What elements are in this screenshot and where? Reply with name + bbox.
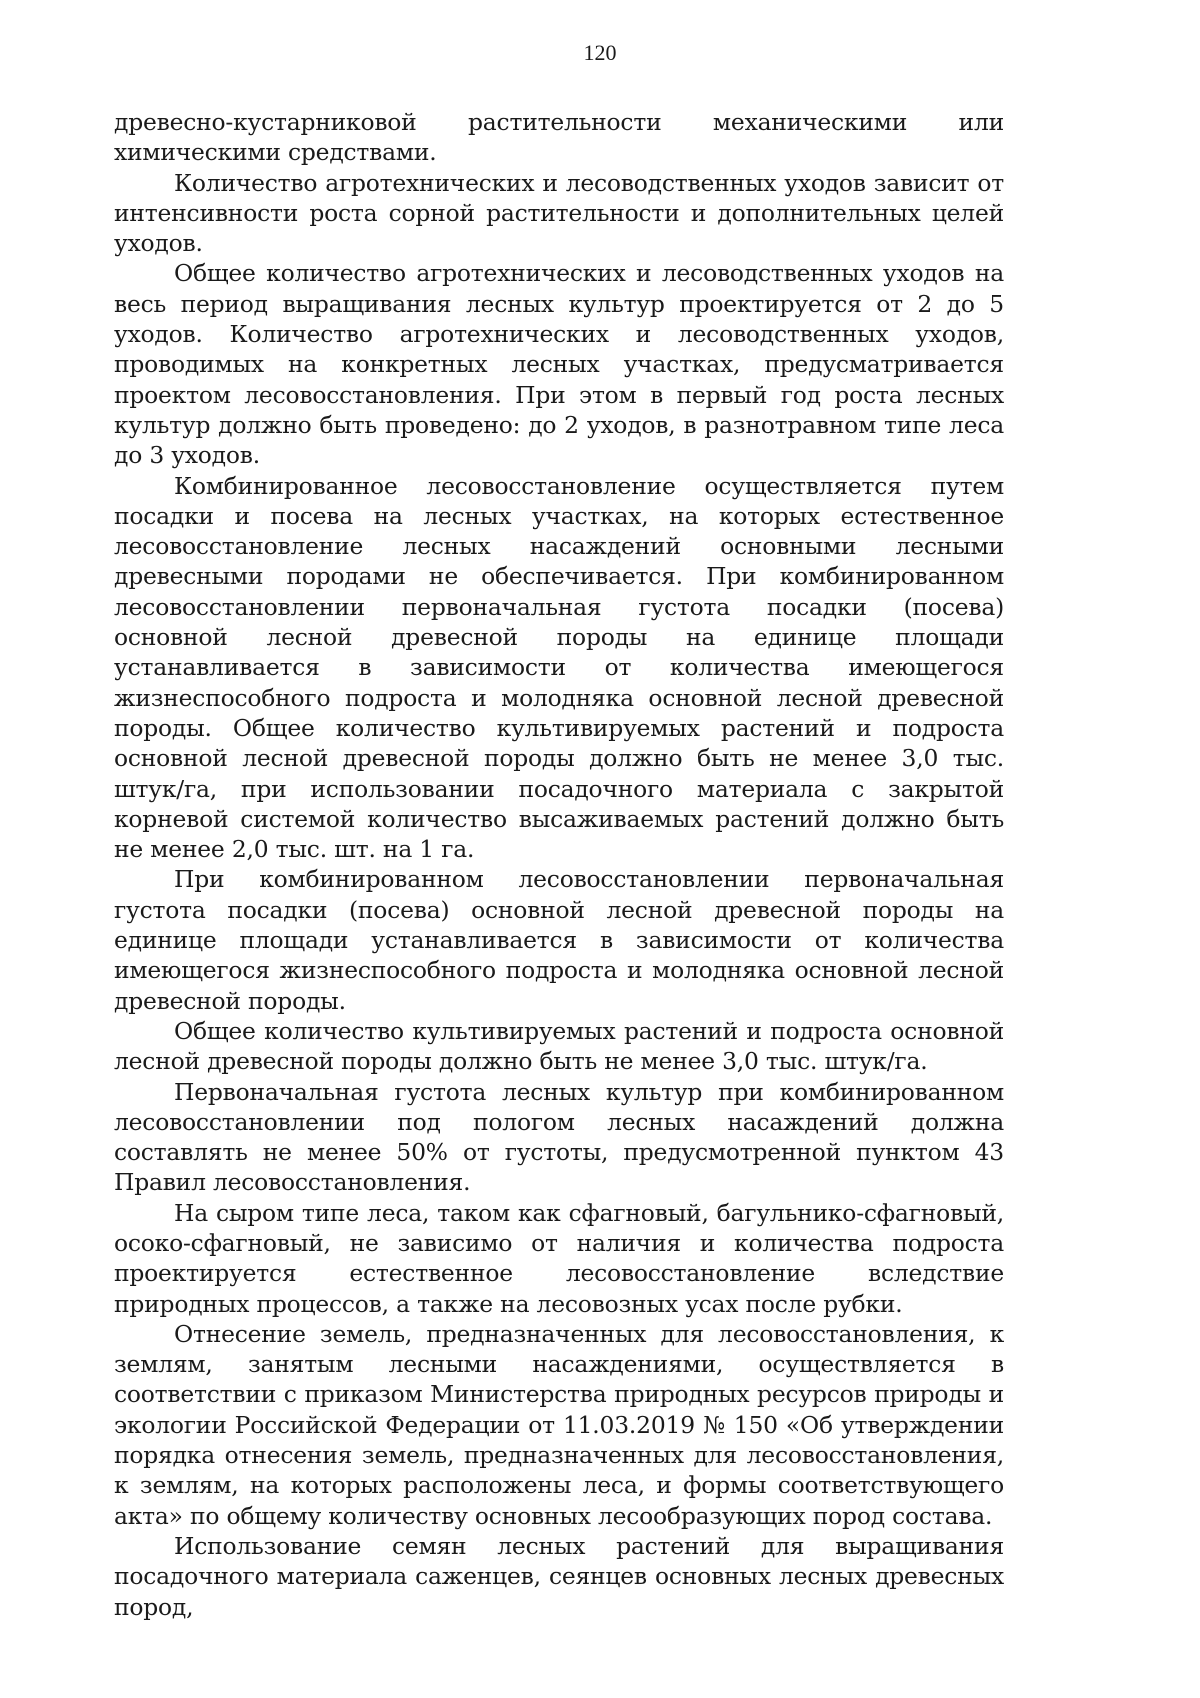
paragraph: Использование семян лесных растений для выращивания посадочного материала саженцев, сеянцев основных лесных древесных пород, xyxy=(114,1531,1004,1621)
paragraph: На сыром типе леса, таком как сфагновый, багульнико-сфагновый, осоко-сфагновый, не зависимо от наличия и количества подроста проектируется естественное лесовосстановление вследствие природных процессов, а также на лесовозных усах после рубки. xyxy=(114,1198,1004,1318)
paragraph: Комбинированное лесовосстановление осуществляется путем посадки и посева на лесных участках, на которых естественное лесовосстановление лесных насаждений основными лесными древесными породами не обеспечивается. При комбинированном лесовосстановлении первоначальная густота посадки (посева) основной лесной древесной породы на единице площади устанавливается в зависимости от количества имеющегося жизнеспособного подроста и молодняка основной лесной древесной породы. Общее количество культивируемых растений и подроста основной лесной древесной породы должно быть не менее 3,0 тыс. штук/га, при использовании посадочного материала с закрытой корневой системой количество высаживаемых растений должно быть не менее 2,0 тыс. шт. на 1 га. xyxy=(114,471,1004,864)
paragraph: Общее количество культивируемых растений и подроста основной лесной древесной породы должно быть не менее 3,0 тыс. штук/га. xyxy=(114,1016,1004,1076)
paragraph: Количество агротехнических и лесоводственных уходов зависит от интенсивности роста сорной растительности и дополнительных целей уходов. xyxy=(114,168,1004,258)
page-number: 120 xyxy=(583,40,617,65)
paragraph: Отнесение земель, предназначенных для лесовосстановления, к землям, занятым лесными насаждениями, осуществляется в соответствии с приказом Министерства природных ресурсов природы и экологии Российской Федерации от 11.03.2019 № 150 «Об утверждении порядка отнесения земель, предназначенных для лесовосстановления, к землям, на которых расположены леса, и формы соответствующего акта» по общему количеству основных лесообразующих пород состава. xyxy=(114,1319,1004,1530)
paragraph: древесно-кустарниковой растительности механическими или химическими средствами. xyxy=(114,108,1004,167)
paragraph: Общее количество агротехнических и лесоводственных уходов на весь период выращивания лесных культур проектируется от 2 до 5 уходов. Количество агротехнических и лесоводственных уходов, проводимых на конкретных лесных участках, предусматривается проектом лесовосстановления. При этом в первый год роста лесных культур должно быть проведено: до 2 уходов, в разнотравном типе леса до 3 уходов. xyxy=(114,259,1004,470)
document-body xyxy=(114,107,1004,1622)
paragraph: При комбинированном лесовосстановлении первоначальная густота посадки (посева) основной лесной древесной породы на единице площади устанавливается в зависимости от количества имеющегося жизнеспособного подроста и молодняка основной лесной древесной породы. xyxy=(114,865,1004,1015)
paragraph: Первоначальная густота лесных культур при комбинированном лесовосстановлении под пологом лесных насаждений должна составлять не менее 50% от густоты, предусмотренной пунктом 43 Правил лесовосстановления. xyxy=(114,1077,1004,1197)
